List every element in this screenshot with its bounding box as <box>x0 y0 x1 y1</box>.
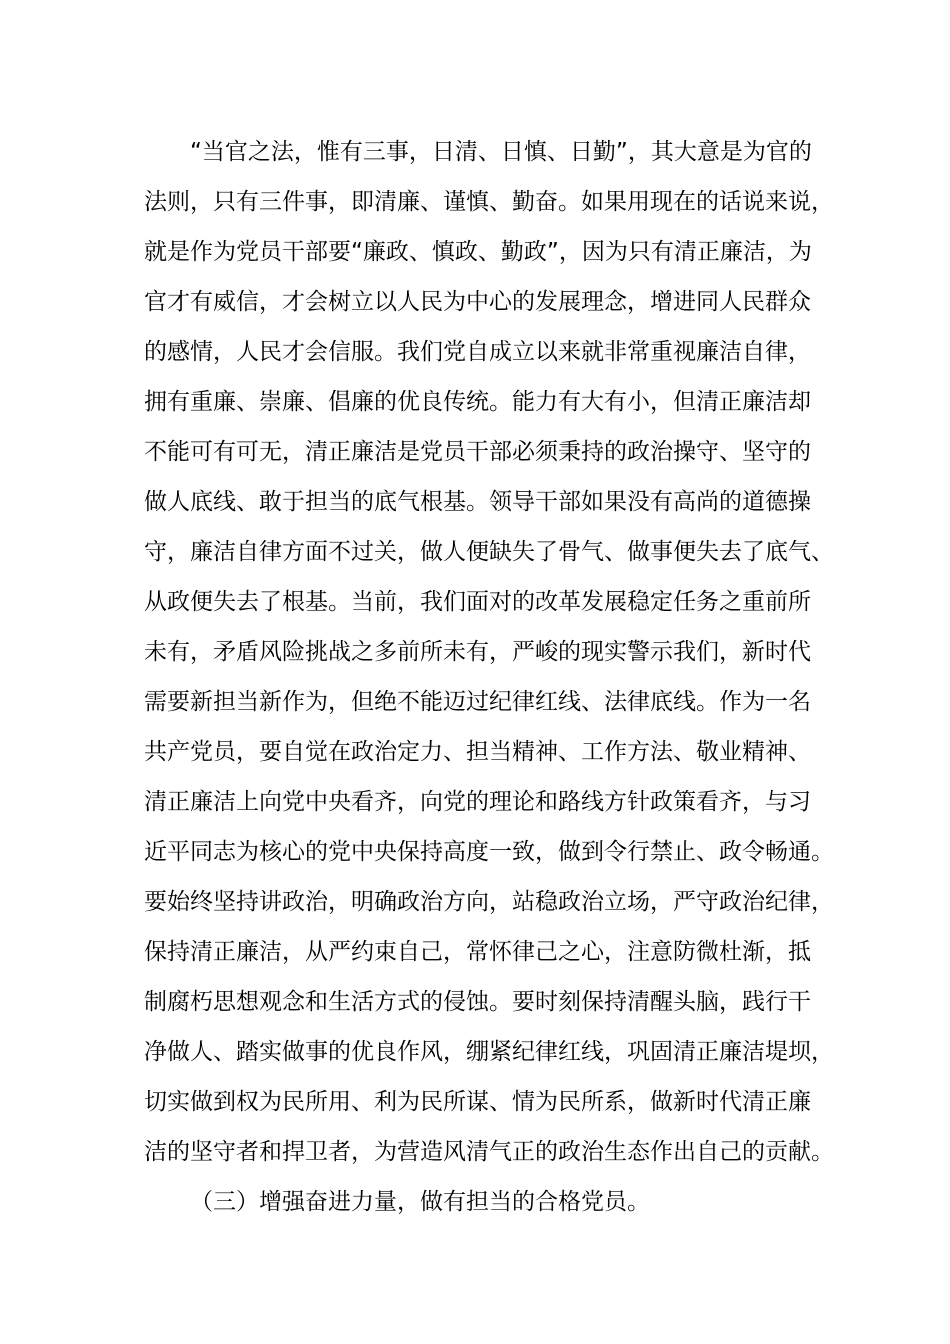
paragraph-line: 要始终坚持讲政治，明确政治方向，站稳政治立场，严守政治纪律， <box>144 889 834 915</box>
paragraph-line: 共产党员，要自觉在政治定力、担当精神、工作方法、敬业精神、 <box>144 739 811 765</box>
paragraph-line: 需要新担当新作为，但绝不能迈过纪律红线、法律底线。作为一名 <box>144 689 811 715</box>
paragraph-line: 拥有重廉、崇廉、倡廉的优良传统。能力有大有小，但清正廉洁却 <box>144 389 811 415</box>
paragraph-line: 未有，矛盾风险挑战之多前所未有，严峻的现实警示我们，新时代 <box>144 639 811 665</box>
paragraph-line: 从政便失去了根基。当前，我们面对的改革发展稳定任务之重前所 <box>144 589 811 615</box>
paragraph-line: 切实做到权为民所用、利为民所谋、情为民所系，做新时代清正廉 <box>144 1089 811 1115</box>
paragraph-line: “当官之法，惟有三事，日清、日慎、日勤”，其大意是为官的 <box>190 139 812 165</box>
paragraph-line: 做人底线、敢于担当的底气根基。领导干部如果没有高尚的道德操 <box>144 489 811 515</box>
paragraph-line: 就是作为党员干部要“廉政、慎政、勤政”，因为只有清正廉洁，为 <box>144 239 812 265</box>
paragraph-line: 净做人、踏实做事的优良作风，绷紧纪律红线，巩固清正廉洁堤坝， <box>144 1039 834 1065</box>
paragraph-line: 洁的坚守者和捍卫者，为营造风清气正的政治生态作出自己的贡献。 <box>144 1139 834 1165</box>
body-text <box>144 127 844 1227</box>
paragraph-line: 官才有威信，才会树立以人民为中心的发展理念，增进同人民群众 <box>144 289 811 315</box>
paragraph-line: 不能可有可无，清正廉洁是党员干部必须秉持的政治操守、坚守的 <box>144 439 811 465</box>
paragraph-line: 的感情，人民才会信服。我们党自成立以来就非常重视廉洁自律， <box>144 339 811 365</box>
paragraph-line: 近平同志为核心的党中央保持高度一致，做到令行禁止、政令畅通。 <box>144 839 834 865</box>
paragraph-line: 法则，只有三件事，即清廉、谨慎、勤奋。如果用现在的话说来说， <box>144 189 834 215</box>
paragraph-line: 守，廉洁自律方面不过关，做人便缺失了骨气、做事便失去了底气、 <box>144 539 834 565</box>
paragraph-line: 清正廉洁上向党中央看齐，向党的理论和路线方针政策看齐，与习 <box>144 789 811 815</box>
paragraph-line: 保持清正廉洁，从严约束自己，常怀律己之心，注意防微杜渐，抵 <box>144 939 811 965</box>
paragraph-line: 制腐朽思想观念和生活方式的侵蚀。要时刻保持清醒头脑，践行干 <box>144 989 811 1015</box>
section-heading: （三）增强奋进力量，做有担当的合格党员。 <box>190 1189 650 1215</box>
